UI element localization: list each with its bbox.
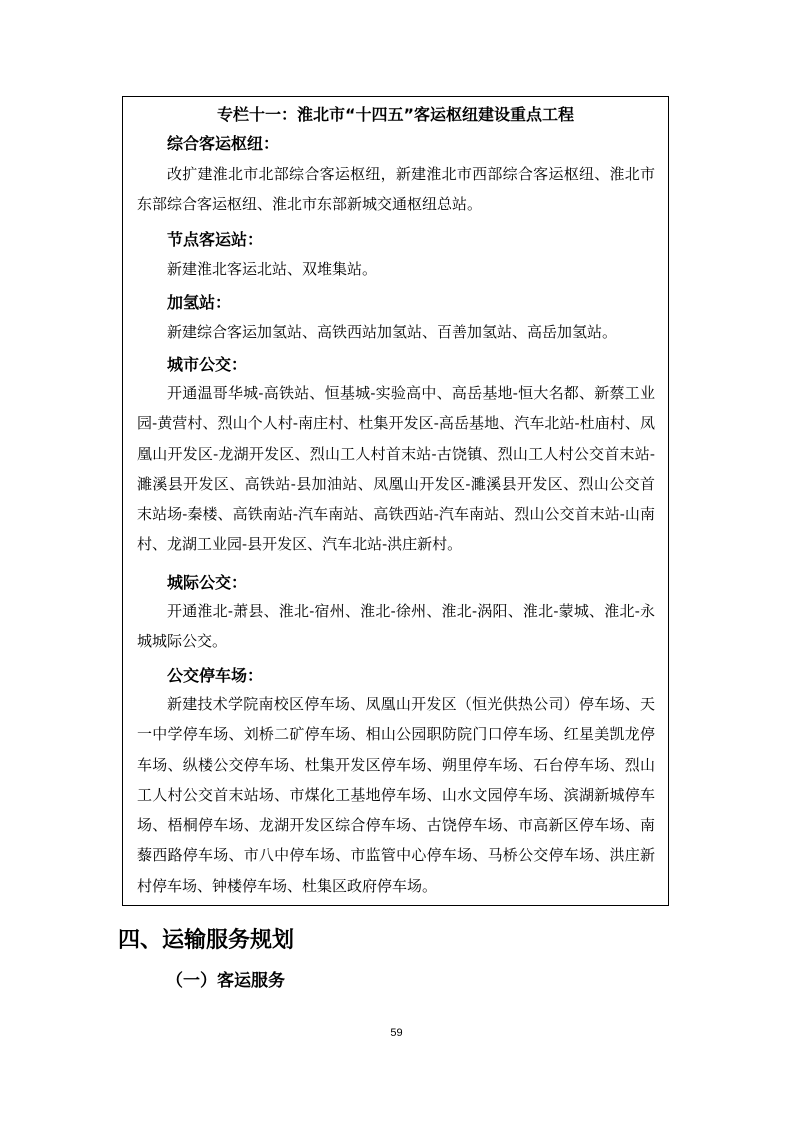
section-text-bus-depot: 新建技术学院南校区停车场、凤凰山开发区（恒光供热公司）停车场、天一中学停车场、刘桥二矿停车场、相山公园职防院门口停车场、红星美凯龙停车场、纵楼公交停车场、杜集开发区停车场、朔里停车场、石台停车场、烈山工人村公交首末站场、市煤化工基地停车场、山水文园停车场、滨湖新城停车场、梧桐停车场、龙湖开发区综合停车场、古饶停车场、市高新区停车场、南藜西路停车场、市八中停车场、市监管中心停车场、马桥公交停车场、洪庄新村停车场、钟楼停车场、杜集区政府停车场。 [137, 695, 655, 895]
section-heading-city-bus: 城市公交： [167, 355, 248, 374]
section-heading-node-station: 节点客运站： [167, 230, 264, 249]
section-text-intercity-bus: 开通淮北-萧县、淮北-宿州、淮北-徐州、淮北-涡阳、淮北-蒙城、淮北-永城城际公交。 [137, 602, 655, 651]
special-column-box [122, 96, 669, 906]
section-heading-hydrogen: 加氢站： [167, 293, 232, 312]
section-text-hydrogen: 新建综合客运加氢站、高铁西站加氢站、百善加氢站、高岳加氢站。 [167, 323, 618, 341]
section-heading-bus-depot: 公交停车场： [167, 666, 264, 685]
box-title: 专栏十一：淮北市“十四五”客运枢纽建设重点工程 [216, 105, 575, 124]
section-heading-hub: 综合客运枢纽： [167, 134, 280, 153]
section-heading-intercity-bus: 城际公交： [167, 573, 248, 592]
section-heading: （一）客运服务 [166, 971, 285, 991]
section-text-node-station: 新建淮北客运北站、双堆集站。 [167, 260, 378, 278]
section-text-city-bus: 开通温哥华城-高铁站、恒基城-实验高中、高岳基地-恒大名都、新蔡工业园-黄营村、烈山个人村-南庄村、杜集开发区-高岳基地、汽车北站-杜庙村、凤凰山开发区-龙湖开发区、烈山工人村首末站-古饶镇、烈山工人村公交首末站-濉溪县开发区、高铁站-县加油站、凤凰山开发区-濉溪县开发区、烈山公交首末站场-秦楼、高铁南站-汽车南站、高铁西站-汽车南站、烈山公交首末站-山南村、龙湖工业园-县开发区、汽车北站-洪庄新村。 [137, 384, 655, 554]
chapter-heading: 四、运输服务规划 [118, 928, 295, 953]
section-text-hub: 改扩建淮北市北部综合客运枢纽，新建淮北市西部综合客运枢纽、淮北市东部综合客运枢纽、淮北市东部新城交通枢纽总站。 [137, 165, 655, 214]
page-number: 59 [390, 1027, 403, 1039]
